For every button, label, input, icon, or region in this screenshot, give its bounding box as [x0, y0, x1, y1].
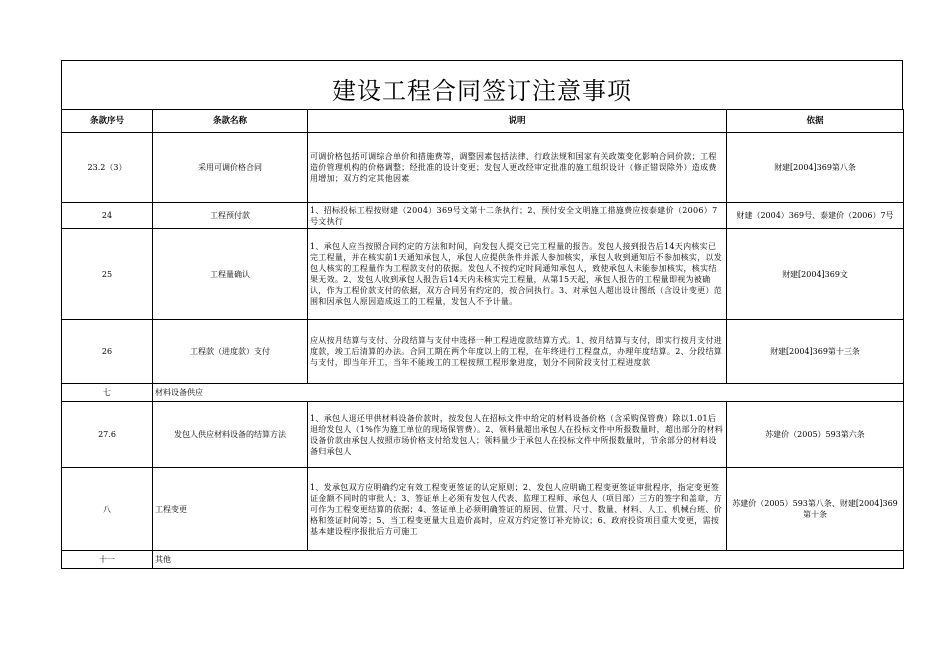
clause-no: 25: [62, 229, 153, 320]
table-row: [62, 320, 904, 384]
clause-name: 采用可调价格合同: [153, 133, 308, 203]
section-no: 十一: [62, 551, 153, 569]
section-no: 七: [62, 384, 153, 402]
clause-desc: 1、发承包双方应明确约定有效工程变更签证的认定原则；2、发包人应明确工程变更签证审批程序，指定变更签证金额不同时的审批人；3、签证单上必须有发包人代表、监理工程师、承包人（项目部）三方的签字和盖章，方可作为工程变更结算的依据；4、签证单上必须明确签证的原因、位置、尺寸、数量、材料、人工、机械台班、价格和签证时间等；5、当工程变更量大且造价高时，应双方约定签订补充协议；6、政府投资项目重大变更，需按基本建设程序报批后方可施工: [308, 468, 727, 551]
table-row: [62, 402, 904, 468]
clause-desc: 可调价格包括可调综合单价和措施费等，调整因素包括法律、行政法规和国家有关政策变化影响合同价款；工程造价管理机构的价格调整；经批准的设计变更；发包人更改经审定批准的施工组织设计（修正错误除外）造成费用增加；双方约定其他因素: [308, 133, 727, 203]
header-desc: 说明: [308, 110, 727, 133]
section-row: [62, 384, 904, 402]
clause-name: 工程款（进度款）支付: [153, 320, 308, 384]
clause-name: 工程变更: [153, 468, 308, 551]
clause-basis: 财建[2004]369第八条: [727, 133, 904, 203]
clause-no: 26: [62, 320, 153, 384]
section-name: 其他: [153, 551, 904, 569]
clause-name: 发包人供应材料设备的结算方法: [153, 402, 308, 468]
document-sheet: [61, 60, 903, 569]
clause-no: 23.2（3）: [62, 133, 153, 203]
clause-desc: 1、承包人退还甲供材料设备价款时，按发包人在招标文件中给定的材料设备价格（含采购保管费）除以1.01后退给发包人（1%作为施工单位的现场保管费）。2、领料量超出承包人在投标文件中所报数量时，超出部分的材料设备价款由承包人按照市场价格支付给发包人；领料量少于承包人在投标文件中所报数量时，节余部分的材料设备归承包人: [308, 402, 727, 468]
table-row: [62, 229, 904, 320]
clause-desc: 1、承包人应当按照合同约定的方法和时间，向发包人提交已完工程量的报告。发包人接到报告后14天内核实已完工程量，并在核实前1天通知承包人，承包人应提供条件并派人参加核实，承包人收到通知后不参加核实，以发包人核实的工程量作为工程款支付的依据。发包人不按约定时间通知承包人，致使承包人未能参加核实，核实结果无效。2、发包人收到承包人报告后14天内未核实完工程量，从第15天起，承包人报告的工程量即视为被确认，作为工程价款支付的依据，双方合同另有约定的，按合同执行。3、对承包人超出设计图纸（含设计变更）范围和因承包人原因造成返工的工程量，发包人不予计量。: [308, 229, 727, 320]
header-name: 条款名称: [153, 110, 308, 133]
clause-basis: 苏建价（2005）593第八条、财建[2004]369第十条: [727, 468, 904, 551]
clause-basis: 财建[2004]369第十三条: [727, 320, 904, 384]
clause-basis: 财建（2004）369号、泰建价（2006）7号: [727, 203, 904, 229]
clause-desc: 应从按月结算与支付、分段结算与支付中选择一种工程进度款结算方式。1、按月结算与支付，即实行按月支付进度款，竣工后清算的办法。合同工期在两个年度以上的工程，在年终进行工程盘点，办理年度结算。2、分段结算与支付，即当年开工，当年不能竣工的工程按照工程形象进度，划分不同阶段支付工程进度款: [308, 320, 727, 384]
clause-name: 工程预付款: [153, 203, 308, 229]
clause-name: 工程量确认: [153, 229, 308, 320]
section-row: [62, 551, 904, 569]
title-row: [61, 60, 903, 109]
table-row: [62, 203, 904, 229]
header-no: 条款序号: [62, 110, 153, 133]
header-row: [62, 110, 904, 133]
clause-desc: 1、招标投标工程按财建（2004）369号文第十二条执行；2、预付安全文明施工措施费应按泰建价（2006）7号文执行: [308, 203, 727, 229]
clauses-table: [61, 109, 904, 569]
clause-basis: 财建[2004]369文: [727, 229, 904, 320]
section-name: 材料设备供应: [153, 384, 904, 402]
clause-no: 27.6: [62, 402, 153, 468]
table-row: [62, 133, 904, 203]
clause-no: 八: [62, 468, 153, 551]
page-title: 建设工程合同签订注意事项: [332, 77, 632, 105]
table-row: [62, 468, 904, 551]
clause-no: 24: [62, 203, 153, 229]
clause-basis: 苏建价（2005）593第六条: [727, 402, 904, 468]
header-basis: 依据: [727, 110, 904, 133]
